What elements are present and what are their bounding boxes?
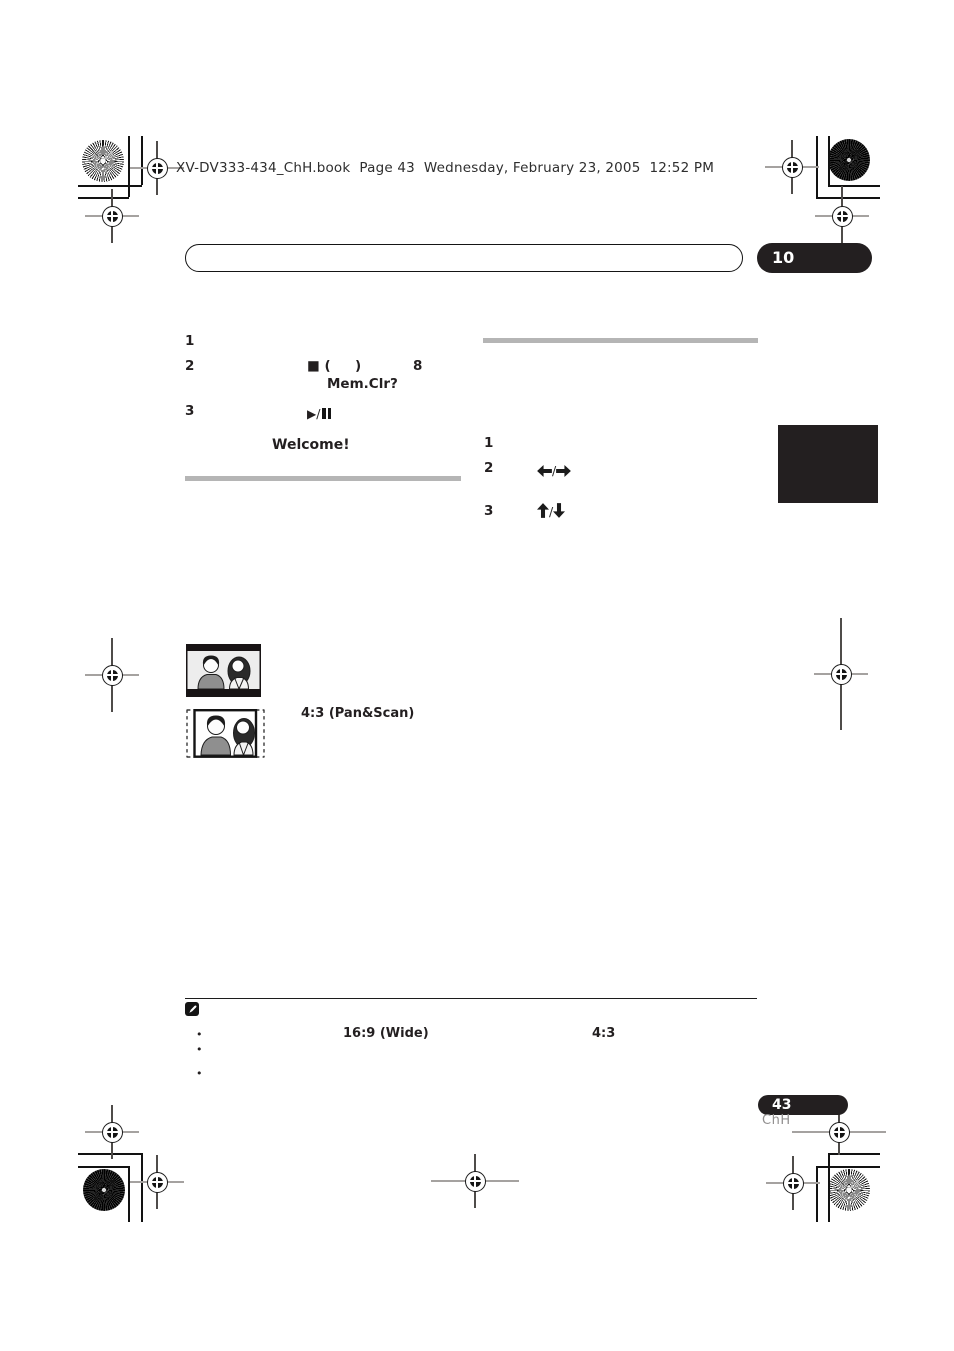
welcome-readout: Welcome! [272, 437, 350, 453]
left-step-2-number: 2 [185, 358, 195, 374]
note-divider [185, 998, 757, 999]
crop-line [816, 1166, 818, 1222]
count-eight: 8 [413, 358, 423, 374]
crop-line [78, 185, 142, 187]
crop-line [141, 1153, 143, 1222]
crop-line [128, 1166, 130, 1222]
page-number-pill: 43 [758, 1095, 848, 1115]
chapter-number-tab: 10 [757, 243, 872, 273]
left-step-3-number: 3 [185, 403, 195, 419]
slash: / [316, 406, 321, 421]
note-bullet-2: • [196, 1043, 203, 1056]
slash: / [549, 504, 554, 519]
note-bullet-1: • [196, 1028, 203, 1041]
pause-icon [328, 408, 332, 419]
crop-line [828, 185, 880, 187]
chapter-edge-index-block [778, 425, 878, 503]
section-divider-left [185, 476, 461, 481]
crop-line [828, 1153, 830, 1222]
pan-scan-label: 4:3 (Pan&Scan) [301, 706, 415, 721]
play-pause-reference [307, 403, 331, 422]
crop-line [78, 1166, 129, 1168]
down-arrow-icon [553, 503, 565, 518]
crop-line [78, 197, 129, 199]
left-step-1-number: 1 [185, 333, 195, 349]
crop-line [816, 197, 880, 199]
up-arrow-icon [537, 503, 549, 518]
left-arrow-icon [537, 465, 552, 477]
pause-icon [322, 408, 326, 419]
note-bullet-3: • [196, 1067, 203, 1080]
left-right-arrows-reference [537, 460, 571, 479]
section-divider-right [483, 338, 758, 343]
crop-line [828, 136, 830, 185]
right-step-1-number: 1 [484, 435, 494, 451]
up-down-arrows-reference [537, 501, 565, 520]
crop-line [78, 1153, 142, 1155]
note-4-3: 4:3 [592, 1026, 616, 1041]
starburst-mark-top-right [828, 139, 870, 181]
note-16-9-wide: 16:9 (Wide) [343, 1026, 429, 1041]
starburst-mark-top-left [82, 140, 124, 182]
crop-line [828, 1153, 880, 1155]
language-code: ChH [762, 1113, 791, 1128]
figure-16-9-letterbox [186, 644, 261, 701]
paren-close: ) [355, 358, 362, 374]
figure-4-3-pan-scan [186, 709, 265, 762]
note-memo-icon [185, 1002, 199, 1016]
stop-button-reference: ■ ( [307, 358, 331, 374]
play-icon: ▶ [307, 407, 317, 421]
right-step-2-number: 2 [484, 460, 494, 476]
crop-line [141, 136, 143, 185]
slash: / [552, 463, 557, 478]
section-title-bar [185, 244, 743, 272]
starburst-mark-bottom-left [83, 1169, 125, 1211]
right-arrow-icon [556, 465, 571, 477]
starburst-mark-bottom-right [828, 1169, 870, 1211]
document-header: XV-DV333-434_ChH.book Page 43 Wednesday, February 23, 2005 12:52 PM [176, 160, 715, 176]
display-readout: Mem.Clr? [327, 376, 398, 392]
crop-line [816, 1166, 880, 1168]
right-step-3-number: 3 [484, 503, 494, 519]
